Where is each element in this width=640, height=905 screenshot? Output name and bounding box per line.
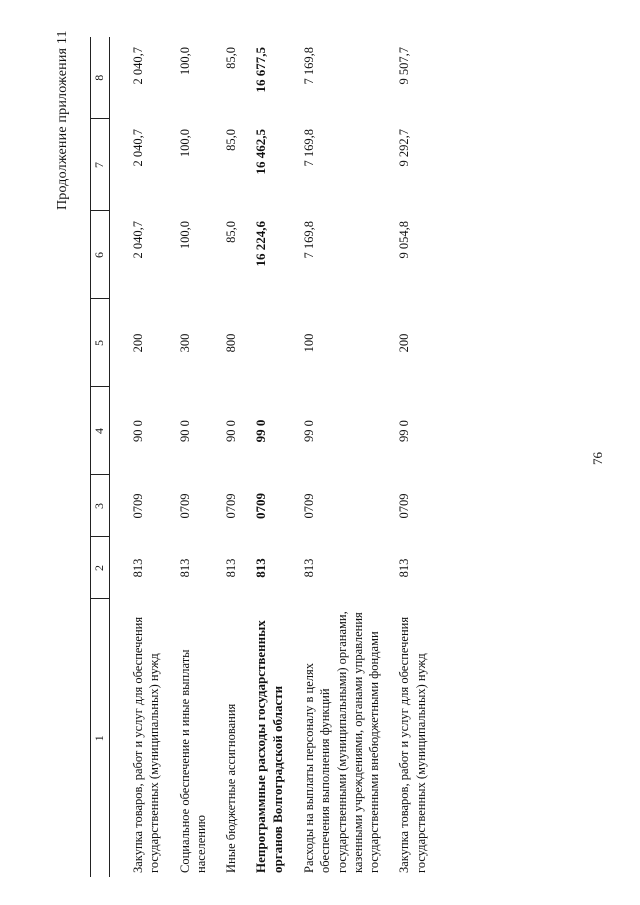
row-section-code: 0709 <box>224 493 238 519</box>
row-amount-col-6: 85,0 <box>224 221 238 243</box>
row-amount-col-6: 7 169,8 <box>302 221 317 259</box>
row-section-code: 0709 <box>131 493 145 519</box>
row-ministry-code: 813 <box>253 558 269 578</box>
row-amount-col-7: 85,0 <box>224 129 238 151</box>
row-ministry-code: 813 <box>302 558 317 578</box>
row-amount-col-7: 9 292,7 <box>397 129 412 167</box>
row-expense-type: 800 <box>224 333 238 353</box>
table-row <box>110 37 163 877</box>
row-name: Иные бюджетные ассигнования <box>224 703 238 873</box>
row-article-code: 90 0 <box>177 420 192 442</box>
row-expense-type: 200 <box>397 333 412 353</box>
row-name: Закупка товаров, работ и услуг для обеспечения государственных (муниципальных) нужд <box>397 616 428 873</box>
row-amount-col-7: 2 040,7 <box>131 129 145 167</box>
row-article-code: 99 0 <box>302 420 317 442</box>
row-expense-type: 300 <box>177 333 192 353</box>
row-amount-col-6: 100,0 <box>177 221 192 250</box>
row-expense-type <box>239 299 287 387</box>
header-row <box>91 37 110 877</box>
header-col-7: 7 <box>91 119 110 211</box>
row-ministry-code: 813 <box>397 558 412 578</box>
header-col-4: 4 <box>91 387 110 475</box>
row-amount-col-7: 7 169,8 <box>302 129 317 167</box>
row-article-code: 99 0 <box>253 419 269 443</box>
table-row <box>382 37 429 877</box>
table-row <box>287 37 382 877</box>
row-article-code: 99 0 <box>397 420 412 442</box>
row-article-code: 90 0 <box>131 420 145 442</box>
header-col-5: 5 <box>91 299 110 387</box>
row-name: Расходы на выплаты персоналу в целях обеспечения выполнения функций государственными (муниципальными) органами, казенными учреждениями, органами управления государственными внебюджетными фондами <box>302 611 382 873</box>
row-section-code: 0709 <box>302 493 317 519</box>
table-header <box>91 37 110 877</box>
row-ministry-code: 813 <box>131 558 145 578</box>
row-section-code: 0709 <box>177 493 192 519</box>
row-amount-col-8: 100,0 <box>177 47 192 76</box>
row-name: Закупка товаров, работ и услуг для обеспечения государственных (муниципальных) нужд <box>131 616 162 873</box>
header-col-3: 3 <box>91 475 110 537</box>
row-section-code: 0709 <box>397 493 412 519</box>
row-amount-col-7: 16 462,5 <box>253 129 269 175</box>
header-col-2: 2 <box>91 537 110 599</box>
table-body <box>110 37 429 877</box>
row-expense-type: 100 <box>302 333 317 353</box>
row-amount-col-6: 9 054,8 <box>397 221 412 259</box>
table-row <box>163 37 210 877</box>
header-col-8: 8 <box>91 37 110 119</box>
appendix-continuation-label: Продолжение приложения 11 <box>55 30 70 210</box>
row-amount-col-7: 100,0 <box>177 129 192 158</box>
row-amount-col-6: 16 224,6 <box>253 221 269 267</box>
row-amount-col-6: 2 040,7 <box>131 221 145 259</box>
header-col-1: 1 <box>91 599 110 877</box>
budget-table <box>90 37 429 877</box>
row-ministry-code: 813 <box>177 558 192 578</box>
row-amount-col-8: 2 040,7 <box>131 47 145 85</box>
row-ministry-code: 813 <box>224 558 238 578</box>
row-section-code: 0709 <box>253 493 269 519</box>
table-row <box>209 37 239 877</box>
row-name: Непрограммные расходы государственных органов Волгоградской области <box>253 620 286 873</box>
row-amount-col-8: 16 677,5 <box>253 47 269 93</box>
page-number: 76 <box>590 452 605 465</box>
table-row-subtotal <box>239 37 287 877</box>
row-article-code: 90 0 <box>224 420 238 442</box>
row-expense-type: 200 <box>131 333 145 353</box>
header-col-6: 6 <box>91 211 110 299</box>
row-amount-col-8: 85,0 <box>224 47 238 69</box>
row-amount-col-8: 9 507,7 <box>397 47 412 85</box>
row-name: Социальное обеспечение и иные выплаты населению <box>177 649 208 873</box>
row-amount-col-8: 7 169,8 <box>302 47 317 85</box>
